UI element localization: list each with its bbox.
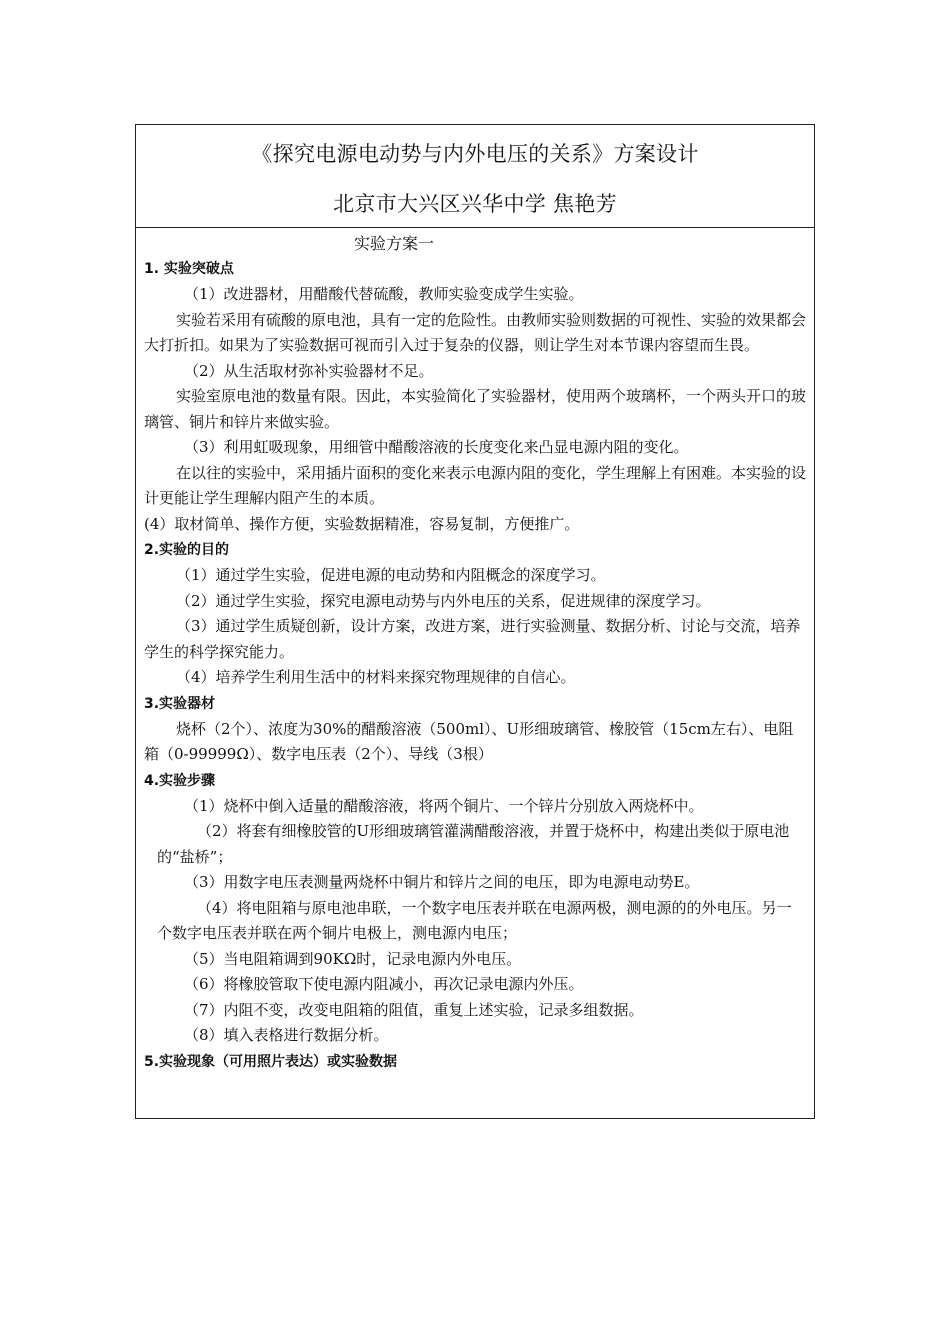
- header-cell: [136, 125, 814, 228]
- list-item: （1）烧杯中倒入适量的醋酸溶液，将两个铜片、一个锌片分别放入两烧杯中。: [184, 796, 704, 815]
- list-item: （3）用数字电压表测量两烧杯中铜片和锌片之间的电压，即为电源电动势E。: [184, 873, 700, 891]
- list-item: （6）将橡胶管取下使电源内阻减小，再次记录电源内外压。: [184, 975, 584, 993]
- paragraph: （2）从生活取材弥补实验器材不足。: [184, 361, 434, 380]
- paragraph: （4）培养学生利用生活中的材料来探究物理规律的自信心。: [176, 668, 576, 686]
- document-table: [135, 124, 815, 1119]
- paragraph: 在以往的实验中，采用插片面积的变化来表示电源内阻的变化，学生理解上有困难。本实验的设计更能让学生理解内阻产生的本质。: [144, 463, 807, 507]
- section-heading-breakthrough: 1. 实验突破点: [144, 261, 234, 277]
- section-heading-purpose: 2.实验的目的: [144, 542, 230, 558]
- paragraph: （1）通过学生实验，促进电源的电动势和内阻概念的深度学习。: [176, 566, 606, 584]
- author-line: 北京市大兴区兴华中学 焦艳芳: [333, 192, 617, 216]
- section-heading-steps: 4.实验步骤: [144, 772, 216, 789]
- list-item: （5）当电阻箱调到90KΩ时，记录电源内外电压。: [184, 949, 522, 968]
- list-item: （7）内阻不变，改变电阻箱的阻值，重复上述实验，记录多组数据。: [184, 1000, 644, 1019]
- document-title: 《探究电源电动势与内外电压的关系》方案设计: [251, 142, 699, 166]
- section-heading-equipment: 3.实验器材: [144, 695, 216, 712]
- plan-title: 实验方案一: [354, 234, 435, 253]
- paragraph: 实验若采用有硫酸的原电池，具有一定的危险性。由教师实验则数据的可视性、实验的效果都会大打折扣。如果为了实验数据可视而引入过于复杂的仪器，则让学生对本节课内容望而生畏。: [144, 310, 807, 354]
- paragraph: (4）取材简单、操作方便，实验数据精准，容易复制，方便推广。: [144, 514, 580, 533]
- list-item: （2）将套有细橡胶管的U形细玻璃管灌满醋酸溶液，并置于烧杯中，构建出类似于原电池的“盐桥”；: [157, 822, 790, 866]
- paragraph: （3）通过学生质疑创新，设计方案，改进方案，进行实验测量、数据分析、讨论与交流，培养学生的科学探究能力。: [144, 617, 801, 661]
- paragraph: 烧杯（2个）、浓度为30%的醋酸溶液（500ml）、U形细玻璃管、橡胶管（15cm左右）、电阻箱（0-99999Ω）、数字电压表（2个）、导线（3根）: [144, 719, 794, 763]
- paragraph: 实验室原电池的数量有限。因此，本实验简化了实验器材，使用两个玻璃杯，一个两头开口的玻璃管、铜片和锌片来做实验。: [144, 387, 807, 431]
- list-item: （8）填入表格进行数据分析。: [184, 1026, 389, 1044]
- paragraph: （2）通过学生实验，探究电源电动势与内外电压的关系，促进规律的深度学习。: [176, 591, 711, 610]
- content-cell: [136, 228, 814, 1075]
- paragraph: （3）利用虹吸现象，用细管中醋酸溶液的长度变化来凸显电源内阻的变化。: [184, 438, 689, 456]
- list-item: （4）将电阻箱与原电池串联，一个数字电压表并联在电源两极，测电源的的外电压。另一个数字电压表并联在两个铜片电极上，测电源内电压；: [157, 898, 792, 942]
- paragraph: （1）改进器材，用醋酸代替硫酸，教师实验变成学生实验。: [184, 285, 584, 303]
- section-heading-results: 5.实验现象（可用照片表达）或实验数据: [144, 1053, 398, 1070]
